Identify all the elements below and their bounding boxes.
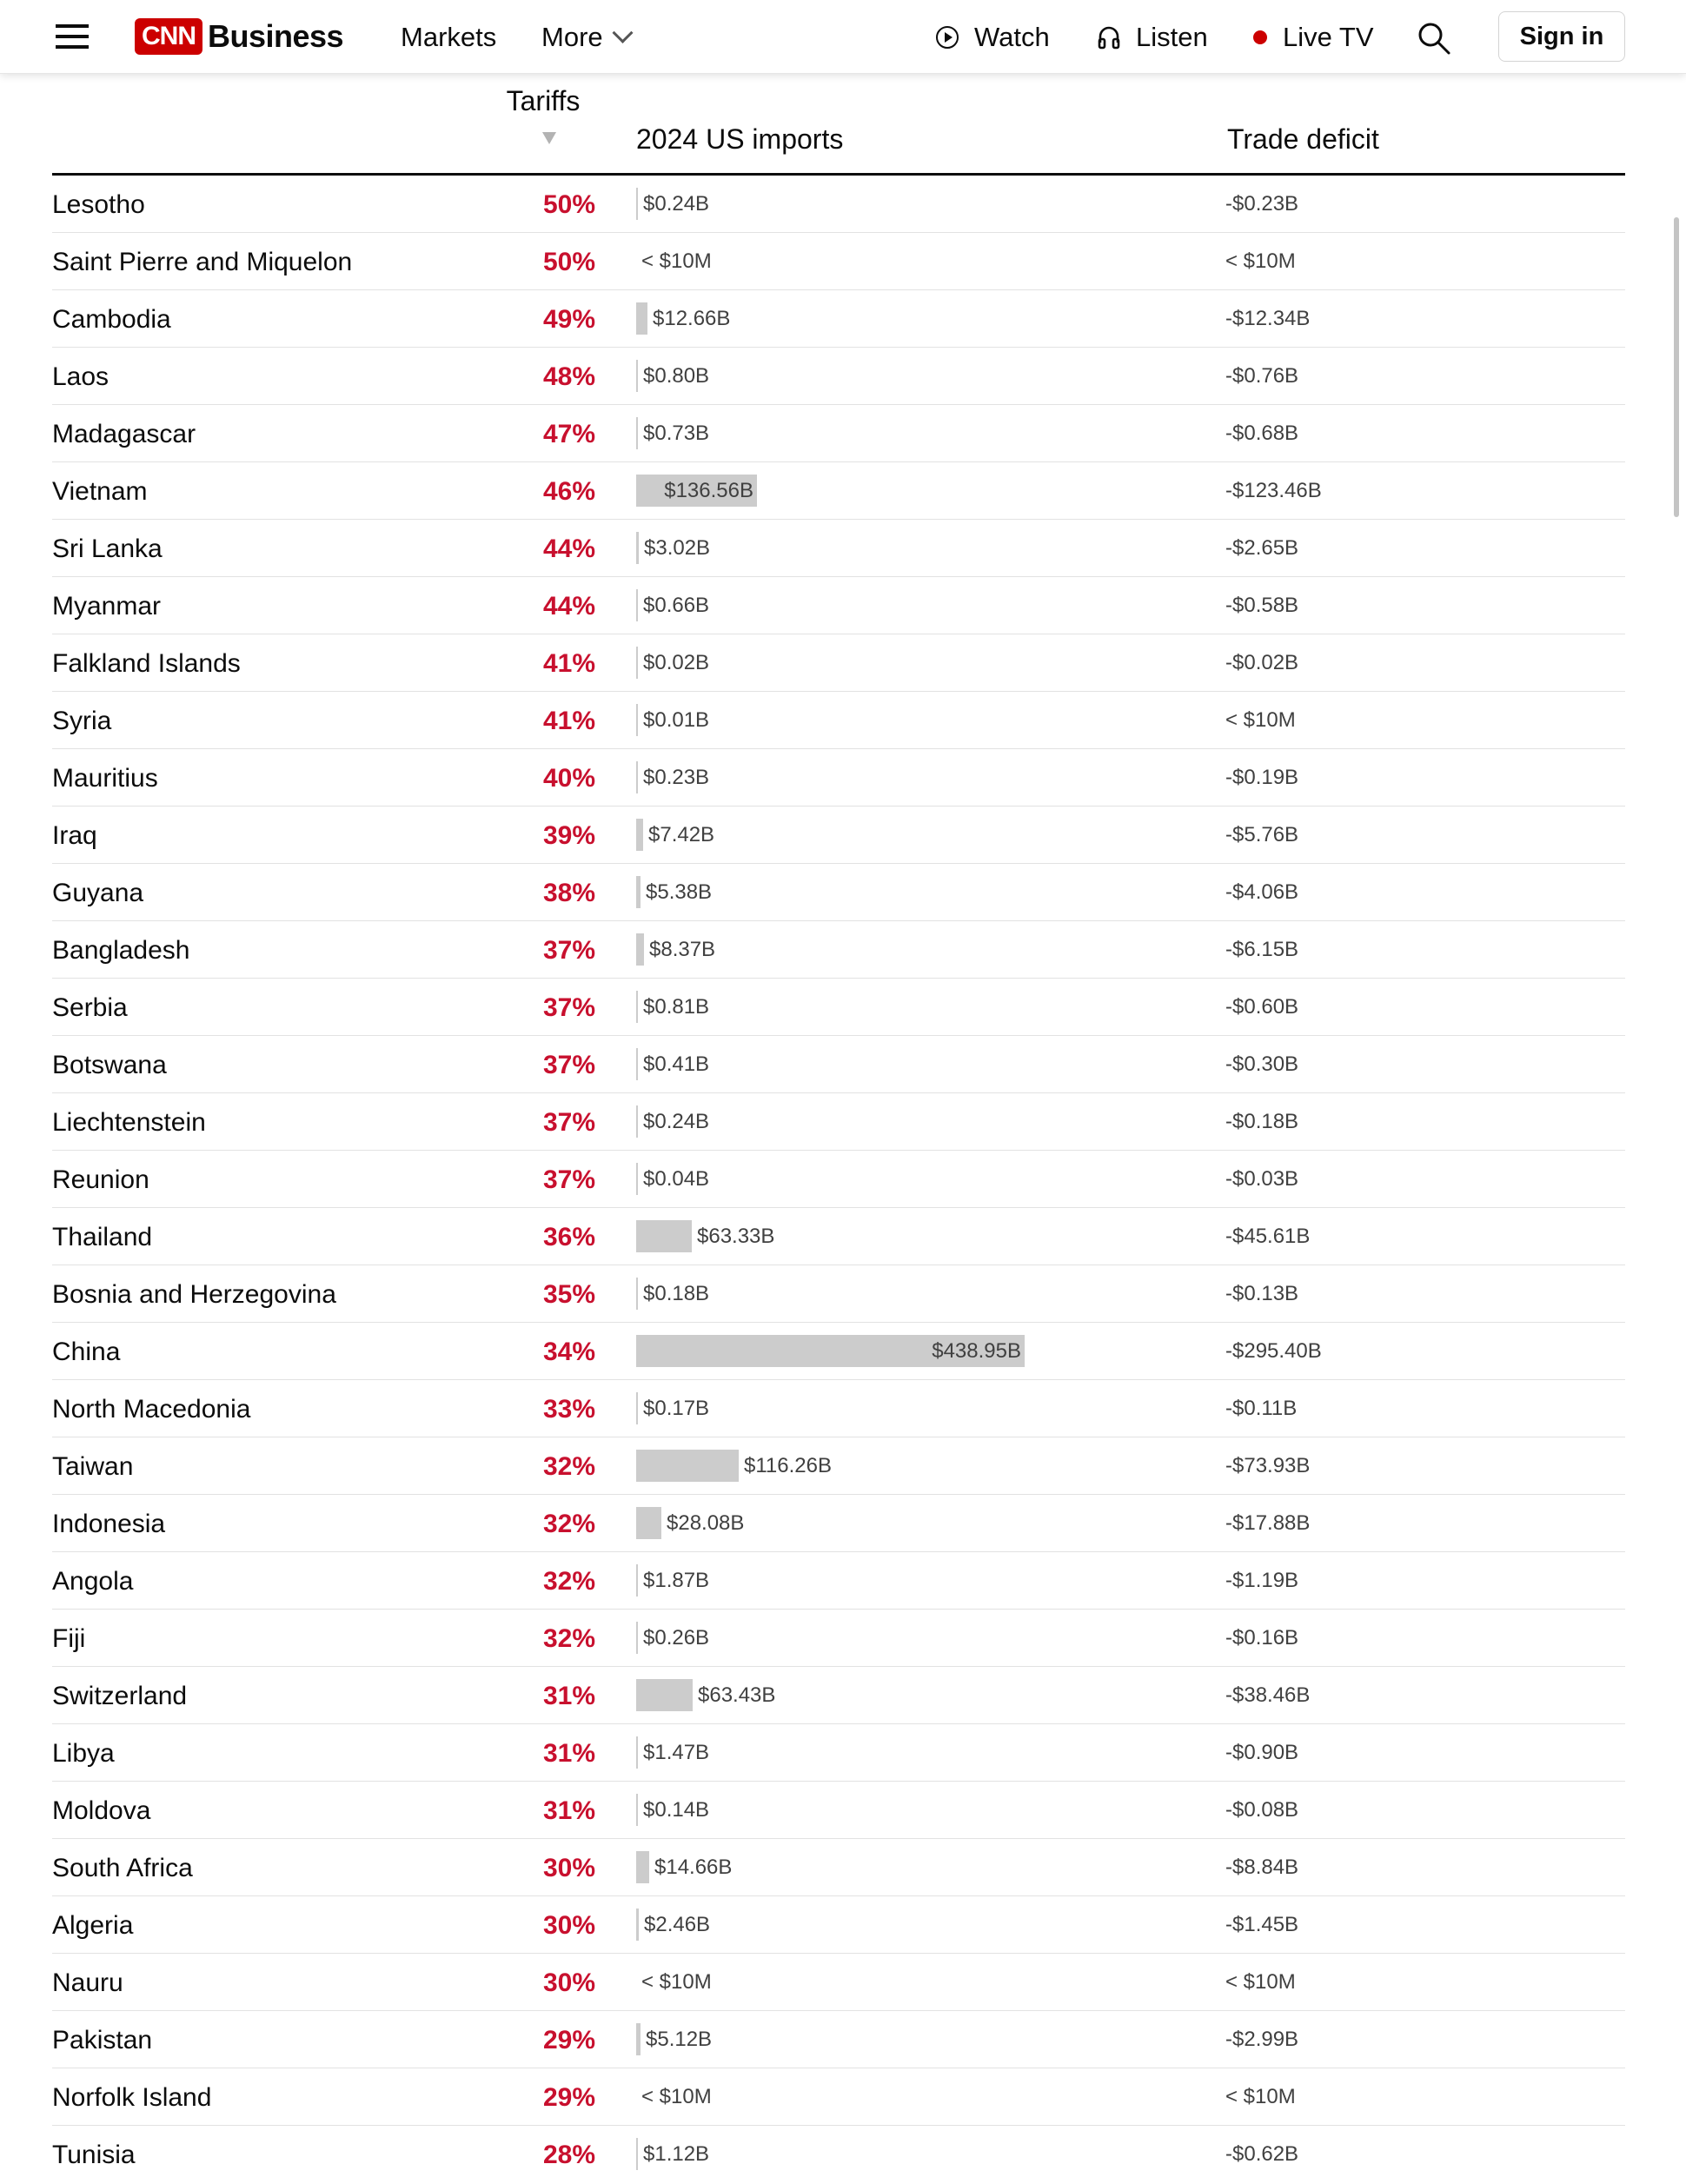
- country-name: Vietnam: [52, 477, 148, 506]
- imports-cell: [636, 864, 1192, 920]
- imports-value: $3.02B: [644, 536, 711, 560]
- imports-value: $0.23B: [643, 766, 710, 789]
- tariff-value: 30%: [542, 1968, 596, 1997]
- chevron-down-icon: [612, 22, 633, 43]
- table-row: [52, 1437, 1625, 1495]
- imports-cell: [636, 634, 1192, 691]
- listen-label: Listen: [1136, 22, 1208, 52]
- imports-bar: [636, 302, 647, 335]
- table-row: [52, 979, 1625, 1036]
- tariff-value: 37%: [542, 1051, 596, 1079]
- table-row: [52, 1610, 1625, 1667]
- table-row: [52, 1667, 1625, 1724]
- live-tv-label: Live TV: [1283, 22, 1374, 52]
- imports-value: $116.26B: [744, 1454, 832, 1477]
- imports-cell: [636, 807, 1192, 863]
- country-name: Botswana: [52, 1051, 167, 1079]
- country-name: Bosnia and Herzegovina: [52, 1280, 336, 1309]
- imports-value: $0.02B: [643, 651, 710, 674]
- imports-cell: [636, 405, 1192, 461]
- imports-value: $0.18B: [643, 1282, 710, 1305]
- tariff-value: 35%: [542, 1280, 596, 1309]
- imports-value: $1.12B: [643, 2142, 710, 2166]
- country-name: Bangladesh: [52, 936, 190, 965]
- imports-value: $5.12B: [646, 2028, 713, 2051]
- watch-link[interactable]: [936, 21, 1050, 54]
- headphones-icon: [1098, 25, 1120, 50]
- tariff-value: 31%: [542, 1739, 596, 1768]
- tariff-value: 46%: [542, 477, 596, 506]
- tariff-value: 41%: [542, 649, 596, 678]
- imports-bar: [636, 2023, 641, 2055]
- tariff-value: 47%: [542, 420, 596, 448]
- country-name: Algeria: [52, 1911, 134, 1940]
- imports-bar: [636, 1679, 693, 1711]
- nav-more[interactable]: [541, 21, 630, 54]
- imports-bar: [636, 532, 639, 564]
- table-row: [52, 807, 1625, 864]
- deficit-value: -$45.61B: [1225, 1225, 1311, 1248]
- deficit-value: -$12.34B: [1225, 307, 1311, 330]
- imports-cell: [636, 176, 1192, 232]
- table-row: [52, 290, 1625, 348]
- table-row: [52, 2126, 1625, 2182]
- tariff-value: 41%: [542, 707, 596, 735]
- listen-link[interactable]: [1098, 21, 1208, 54]
- imports-bar: [636, 991, 638, 1023]
- imports-value: $0.14B: [643, 1798, 710, 1822]
- tariff-value: 40%: [542, 764, 596, 793]
- cnn-logo-mark: CNN: [135, 18, 202, 55]
- tariff-value: 38%: [542, 879, 596, 907]
- imports-value: $0.81B: [643, 995, 710, 1019]
- country-name: Serbia: [52, 993, 128, 1022]
- imports-bar: [636, 1163, 638, 1195]
- table-row: [52, 634, 1625, 692]
- imports-cell: [636, 348, 1192, 404]
- nav-markets[interactable]: [401, 21, 496, 54]
- country-name: China: [52, 1338, 121, 1366]
- country-name: Pakistan: [52, 2026, 153, 2055]
- imports-cell: [636, 1437, 1192, 1494]
- table-row: [52, 1323, 1625, 1380]
- deficit-value: -$295.40B: [1225, 1339, 1322, 1363]
- deficit-value: -$0.76B: [1225, 364, 1299, 388]
- imports-bar: [636, 876, 641, 908]
- deficit-value: -$0.13B: [1225, 1282, 1299, 1305]
- deficit-value: -$2.65B: [1225, 536, 1299, 560]
- country-name: Lesotho: [52, 190, 145, 219]
- deficit-value: -$123.46B: [1225, 479, 1322, 502]
- deficit-value: -$8.84B: [1225, 1855, 1299, 1879]
- imports-value: $0.24B: [643, 1110, 710, 1133]
- imports-value: $2.46B: [644, 1913, 711, 1936]
- imports-value: $28.08B: [667, 1511, 745, 1535]
- imports-cell: [636, 1839, 1192, 1895]
- country-name: Liechtenstein: [52, 1108, 206, 1137]
- tariff-value: 33%: [542, 1395, 596, 1424]
- imports-cell: [636, 1782, 1192, 1838]
- country-name: Tunisia: [52, 2141, 136, 2169]
- imports-cell: [636, 1093, 1192, 1150]
- table-row: [52, 1208, 1625, 1265]
- imports-value: $8.37B: [649, 938, 716, 961]
- imports-cell: [636, 1208, 1192, 1265]
- country-name: Angola: [52, 1567, 134, 1596]
- imports-cell: [636, 921, 1192, 978]
- deficit-value: -$73.93B: [1225, 1454, 1311, 1477]
- business-logo-text: Business: [208, 18, 344, 54]
- imports-cell: [636, 1954, 1192, 2010]
- country-name: Guyana: [52, 879, 144, 907]
- imports-value: $63.33B: [697, 1225, 775, 1248]
- country-name: Indonesia: [52, 1510, 166, 1538]
- table-row: [52, 348, 1625, 405]
- deficit-value: -$1.45B: [1225, 1913, 1299, 1936]
- imports-value: $63.43B: [698, 1683, 776, 1707]
- nav-markets-label: Markets: [401, 22, 497, 52]
- scrollbar[interactable]: [1674, 217, 1679, 517]
- deficit-value: -$0.68B: [1225, 422, 1299, 445]
- deficit-value: -$0.60B: [1225, 995, 1299, 1019]
- imports-cell: [636, 1323, 1192, 1379]
- table-row: [52, 2011, 1625, 2068]
- imports-value: $0.04B: [643, 1167, 710, 1191]
- imports-bar: [636, 933, 644, 966]
- imports-value: $136.56B: [664, 479, 753, 502]
- country-name: Thailand: [52, 1223, 153, 1251]
- imports-cell: [636, 1151, 1192, 1207]
- imports-bar: [636, 1392, 638, 1424]
- cnn-business-logo[interactable]: [135, 16, 343, 57]
- tariff-table-body: [52, 176, 1625, 2182]
- tariff-value: 48%: [542, 362, 596, 391]
- imports-cell: [636, 290, 1192, 347]
- imports-value: $7.42B: [648, 823, 715, 846]
- live-dot-icon: [1253, 30, 1267, 44]
- imports-bar: [636, 1736, 638, 1769]
- imports-value: $12.66B: [653, 307, 731, 330]
- table-row: [52, 1896, 1625, 1954]
- deficit-value: -$0.02B: [1225, 651, 1299, 674]
- tariff-value: 32%: [542, 1624, 596, 1653]
- country-name: Taiwan: [52, 1452, 134, 1481]
- country-name: Norfolk Island: [52, 2083, 212, 2112]
- country-name: Falkland Islands: [52, 649, 241, 678]
- imports-bar: [636, 417, 638, 449]
- imports-bar: [636, 1450, 739, 1482]
- country-name: Switzerland: [52, 1682, 188, 1710]
- deficit-value: -$0.62B: [1225, 2142, 1299, 2166]
- tariff-value: 34%: [542, 1338, 596, 1366]
- imports-cell: [636, 1667, 1192, 1723]
- deficit-value: -$0.90B: [1225, 1741, 1299, 1764]
- deficit-value: -$0.30B: [1225, 1052, 1299, 1076]
- tariff-value: 37%: [542, 1108, 596, 1137]
- table-row: [52, 1380, 1625, 1437]
- deficit-value: -$4.06B: [1225, 880, 1299, 904]
- nav-more-label: More: [541, 22, 603, 52]
- deficit-value: -$0.23B: [1225, 192, 1299, 216]
- column-header-deficit[interactable]: Trade deficit: [1227, 123, 1379, 155]
- tariff-value: 50%: [542, 248, 596, 276]
- imports-value: $0.26B: [643, 1626, 710, 1650]
- imports-bar: [636, 1507, 661, 1539]
- imports-value: < $10M: [641, 2085, 712, 2108]
- country-name: Fiji: [52, 1624, 86, 1653]
- watch-label: Watch: [974, 22, 1050, 52]
- deficit-value: -$0.03B: [1225, 1167, 1299, 1191]
- imports-bar: [636, 1220, 692, 1252]
- deficit-value: -$0.58B: [1225, 594, 1299, 617]
- table-row: [52, 1151, 1625, 1208]
- tariff-value: 32%: [542, 1567, 596, 1596]
- table-row: [52, 462, 1625, 520]
- imports-cell: [636, 1610, 1192, 1666]
- table-row: [52, 1093, 1625, 1151]
- country-name: Laos: [52, 362, 110, 391]
- country-name: Mauritius: [52, 764, 158, 793]
- imports-cell: [636, 520, 1192, 576]
- imports-bar: [636, 360, 638, 392]
- country-name: Myanmar: [52, 592, 162, 621]
- imports-cell: [636, 692, 1192, 748]
- table-row: [52, 1782, 1625, 1839]
- imports-bar: [636, 819, 643, 851]
- tariff-value: 44%: [542, 592, 596, 621]
- table-row: [52, 2068, 1625, 2126]
- imports-cell: [636, 1265, 1192, 1322]
- menu-icon[interactable]: [56, 24, 89, 49]
- deficit-value: -$0.18B: [1225, 1110, 1299, 1133]
- column-header-tariffs[interactable]: Tariffs: [506, 85, 581, 116]
- column-header-imports[interactable]: 2024 US imports: [636, 123, 844, 155]
- table-header: [0, 73, 1686, 176]
- imports-bar: [636, 1105, 638, 1138]
- tariff-value: 29%: [542, 2083, 596, 2112]
- table-row: [52, 233, 1625, 290]
- imports-value: $14.66B: [654, 1855, 733, 1879]
- deficit-value: -$0.11B: [1225, 1397, 1298, 1420]
- imports-cell: [636, 749, 1192, 806]
- imports-value: $0.17B: [643, 1397, 710, 1420]
- tariff-value: 32%: [542, 1452, 596, 1481]
- country-name: Libya: [52, 1739, 115, 1768]
- imports-cell: [636, 2068, 1192, 2125]
- table-row: [52, 405, 1625, 462]
- imports-bar: [636, 1622, 638, 1654]
- country-name: Madagascar: [52, 420, 196, 448]
- search-icon[interactable]: [1417, 21, 1451, 56]
- imports-value: < $10M: [641, 1970, 712, 1994]
- country-name: Saint Pierre and Miquelon: [52, 248, 353, 276]
- tariff-value: 44%: [542, 534, 596, 563]
- country-name: South Africa: [52, 1854, 193, 1882]
- deficit-value: < $10M: [1225, 2085, 1296, 2108]
- tariff-value: 29%: [542, 2026, 596, 2055]
- imports-value: $1.47B: [643, 1741, 710, 1764]
- deficit-value: -$0.19B: [1225, 766, 1299, 789]
- imports-value: $0.01B: [643, 708, 710, 732]
- sign-in-button[interactable]: Sign in: [1498, 11, 1625, 62]
- imports-value: $1.87B: [643, 1569, 710, 1592]
- table-row: [52, 176, 1625, 233]
- imports-cell: [636, 1896, 1192, 1953]
- country-name: Iraq: [52, 821, 97, 850]
- imports-value: $0.73B: [643, 422, 710, 445]
- tariff-value: 31%: [542, 1682, 596, 1710]
- country-name: Moldova: [52, 1796, 151, 1825]
- country-name: North Macedonia: [52, 1395, 251, 1424]
- deficit-value: < $10M: [1225, 249, 1296, 273]
- imports-bar: [636, 647, 638, 679]
- country-name: Syria: [52, 707, 112, 735]
- imports-bar: [636, 589, 638, 621]
- imports-value: $438.95B: [932, 1339, 1021, 1363]
- tariff-value: 37%: [542, 1165, 596, 1194]
- deficit-value: -$17.88B: [1225, 1511, 1311, 1535]
- tariff-value: 31%: [542, 1796, 596, 1825]
- deficit-value: -$0.08B: [1225, 1798, 1299, 1822]
- deficit-value: -$38.46B: [1225, 1683, 1311, 1707]
- imports-cell: [636, 462, 1192, 519]
- imports-bar: [636, 188, 638, 220]
- imports-cell: [636, 2126, 1192, 2182]
- tariff-value: 39%: [542, 821, 596, 850]
- imports-bar: [636, 1048, 638, 1080]
- tariff-value: 37%: [542, 993, 596, 1022]
- imports-bar: [636, 704, 638, 736]
- imports-value: $5.38B: [646, 880, 713, 904]
- imports-cell: [636, 1380, 1192, 1437]
- tariff-value: 50%: [542, 190, 596, 219]
- live-tv-link[interactable]: [1253, 21, 1374, 54]
- site-header: [0, 0, 1686, 74]
- deficit-value: < $10M: [1225, 708, 1296, 732]
- imports-bar: [636, 2138, 638, 2170]
- imports-cell: [636, 2011, 1192, 2068]
- imports-bar: [636, 1794, 638, 1826]
- table-row: [52, 1552, 1625, 1610]
- deficit-value: -$1.19B: [1225, 1569, 1299, 1592]
- table-row: [52, 1724, 1625, 1782]
- tariff-value: 49%: [542, 305, 596, 334]
- tariff-value: 30%: [542, 1854, 596, 1882]
- imports-cell: [636, 979, 1192, 1035]
- table-row: [52, 520, 1625, 577]
- table-row: [52, 1954, 1625, 2011]
- sort-descending-icon[interactable]: [542, 132, 556, 144]
- imports-value: $0.66B: [643, 594, 710, 617]
- country-name: Sri Lanka: [52, 534, 163, 563]
- imports-cell: [636, 1036, 1192, 1092]
- imports-bar: [636, 1278, 638, 1310]
- imports-value: $0.41B: [643, 1052, 710, 1076]
- deficit-value: -$6.15B: [1225, 938, 1299, 961]
- imports-cell: [636, 1495, 1192, 1551]
- tariff-value: 37%: [542, 936, 596, 965]
- table-row: [52, 1265, 1625, 1323]
- country-name: Nauru: [52, 1968, 123, 1997]
- imports-value: $0.80B: [643, 364, 710, 388]
- deficit-value: -$0.16B: [1225, 1626, 1299, 1650]
- imports-value: $0.24B: [643, 192, 710, 216]
- imports-value: < $10M: [641, 249, 712, 273]
- deficit-value: < $10M: [1225, 1970, 1296, 1994]
- table-row: [52, 1036, 1625, 1093]
- imports-cell: [636, 233, 1192, 289]
- tariff-value: 28%: [542, 2141, 596, 2169]
- table-row: [52, 864, 1625, 921]
- imports-bar: [636, 761, 638, 793]
- table-row: [52, 921, 1625, 979]
- table-row: [52, 577, 1625, 634]
- tariff-value: 30%: [542, 1911, 596, 1940]
- imports-cell: [636, 1724, 1192, 1781]
- country-name: Cambodia: [52, 305, 171, 334]
- imports-bar: [636, 1909, 639, 1941]
- table-row: [52, 749, 1625, 807]
- table-row: [52, 1839, 1625, 1896]
- country-name: Reunion: [52, 1165, 149, 1194]
- table-row: [52, 692, 1625, 749]
- imports-bar: [636, 1564, 638, 1597]
- table-row: [52, 1495, 1625, 1552]
- imports-bar: [636, 1851, 649, 1883]
- imports-cell: [636, 577, 1192, 634]
- play-icon: [936, 26, 959, 49]
- imports-cell: [636, 1552, 1192, 1609]
- deficit-value: -$5.76B: [1225, 823, 1299, 846]
- deficit-value: -$2.99B: [1225, 2028, 1299, 2051]
- tariff-value: 36%: [542, 1223, 596, 1251]
- tariff-value: 32%: [542, 1510, 596, 1538]
